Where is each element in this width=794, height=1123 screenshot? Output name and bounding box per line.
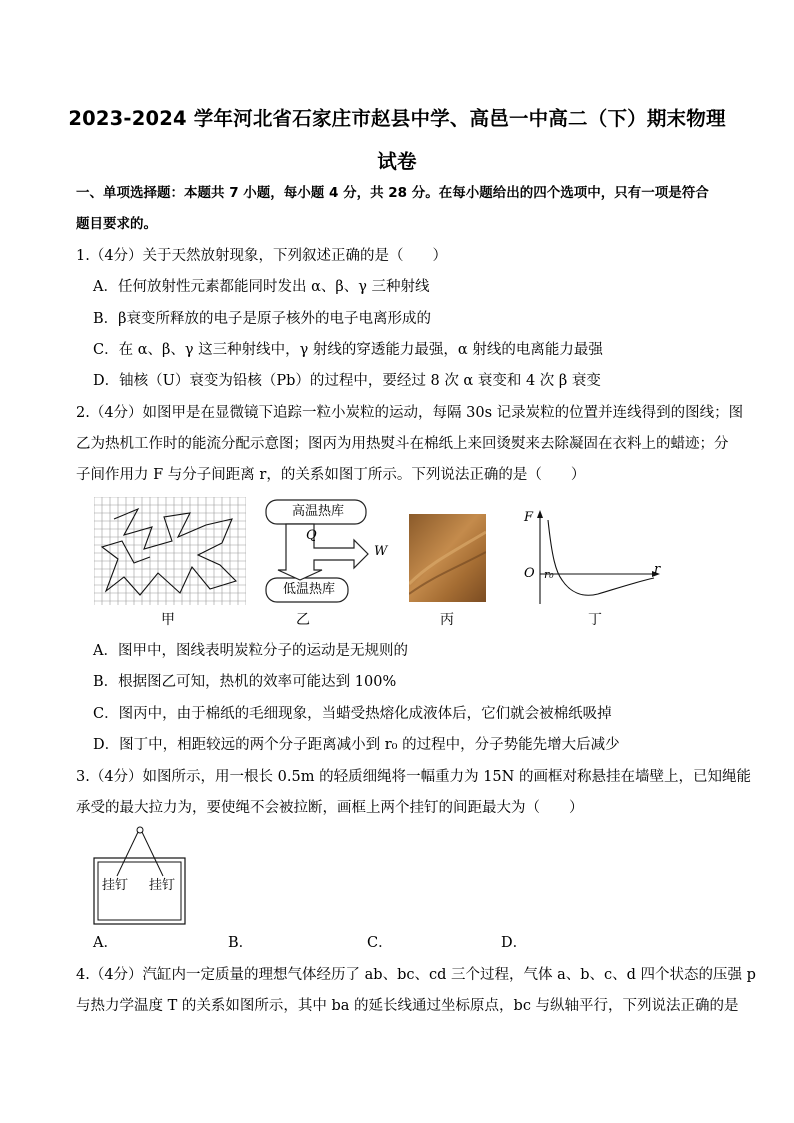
axis-r-label: r bbox=[654, 562, 661, 577]
section-heading-cont: 题目要求的。 bbox=[76, 216, 157, 232]
q2-option-b: B．根据图乙可知，热机的效率可能达到 100% bbox=[93, 674, 397, 690]
figure-jia-label: 甲 bbox=[161, 612, 175, 628]
q3-option-a: A． bbox=[93, 935, 118, 951]
r0-label: r₀ bbox=[544, 568, 554, 581]
q1-stem: 1.（4分）关于天然放射现象，下列叙述正确的是（ ） bbox=[76, 248, 448, 264]
q3-stem: 3.（4分）如图所示，用一根长 0.5m 的轻质细绳将一幅重力为 15N 的画框对称悬挂在墙壁上，已知绳能 bbox=[76, 769, 751, 785]
q2-stem-line2: 乙为热机工作时的能流分配示意图；图丙为用热熨斗在棉纸上来回烫熨来去除凝固在衣料上的蜡迹；分 bbox=[76, 436, 729, 452]
exam-title: 2023-2024 学年河北省石家庄市赵县中学、高邑一中高二（下）期末物理 bbox=[68, 107, 726, 130]
nail-left-label: 挂钉 bbox=[102, 878, 129, 893]
q2-stem: 2.（4分）如图甲是在显微镜下追踪一粒小炭粒的运动，每隔 30s 记录炭粒的位置并连线得到的图线；图 bbox=[76, 405, 744, 421]
q1-option-d: D．铀核（U）衰变为铅核（Pb）的过程中，要经过 8 次 α 衰变和 4 次 β 衰变 bbox=[93, 373, 601, 389]
q1-option-c: C．在 α、β、γ 这三种射线中，γ 射线的穿透能力最强，α 射线的电离能力最强 bbox=[93, 342, 603, 358]
q2-option-d: D．图丁中，相距较远的两个分子距离减小到 r₀ 的过程中，分子势能先增大后减少 bbox=[93, 737, 620, 753]
q1-option-a: A．任何放射性元素都能同时发出 α、β、γ 三种射线 bbox=[93, 279, 430, 295]
q3-stem-line2: 承受的最大拉力为，要使绳不会被拉断，画框上两个挂钉的间距最大为（ ） bbox=[76, 800, 584, 816]
cold-reservoir-label: 低温热库 bbox=[282, 582, 335, 597]
q3-option-c: C． bbox=[367, 935, 393, 951]
heat-q-label: Q bbox=[306, 528, 317, 543]
figure-bing-label: 丙 bbox=[440, 612, 454, 628]
section-heading: 一、单项选择题：本题共 7 小题，每小题 4 分，共 28 分。在每小题给出的四个选项中，只有一项是符合 bbox=[76, 185, 709, 201]
figure-picture-frame bbox=[93, 826, 187, 926]
q3-option-b: B． bbox=[228, 935, 254, 951]
exam-title-cont: 试卷 bbox=[377, 150, 417, 173]
figure-ding-label: 丁 bbox=[588, 612, 602, 628]
nail-right-label: 挂钉 bbox=[149, 878, 176, 893]
q2-option-a: A．图甲中，图线表明炭粒分子的运动是无规则的 bbox=[93, 643, 408, 659]
q4-stem: 4.（4分）汽缸内一定质量的理想气体经历了 ab、bc、cd 三个过程，气体 a、b、c、d 四个状态的压强 p bbox=[76, 967, 756, 983]
work-w-label: W bbox=[374, 544, 388, 559]
hot-reservoir-label: 高温热库 bbox=[291, 504, 344, 519]
q2-option-c: C．图丙中，由于棉纸的毛细现象，当蜡受热熔化成液体后，它们就会被棉纸吸掉 bbox=[93, 706, 612, 722]
figure-bing-photo bbox=[409, 514, 486, 602]
figure-jia-brownian-motion bbox=[94, 497, 246, 605]
q2-stem-line3: 子间作用力 F 与分子间距离 r，的关系如图丁所示。下列说法正确的是（ ） bbox=[76, 467, 586, 483]
q1-option-b: B．β衰变所释放的电子是原子核外的电子电离形成的 bbox=[93, 311, 432, 327]
figure-ding-force-graph bbox=[518, 508, 668, 608]
figure-yi-heat-engine bbox=[264, 498, 400, 606]
figure-yi-label: 乙 bbox=[296, 612, 310, 628]
axis-f-label: F bbox=[524, 510, 534, 525]
q3-option-d: D． bbox=[501, 935, 528, 951]
origin-o-label: O bbox=[524, 566, 535, 581]
q4-stem-line2: 与热力学温度 T 的关系如图所示，其中 ba 的延长线通过坐标原点，bc 与纵轴平行，下列说法正确的是 bbox=[76, 998, 739, 1014]
